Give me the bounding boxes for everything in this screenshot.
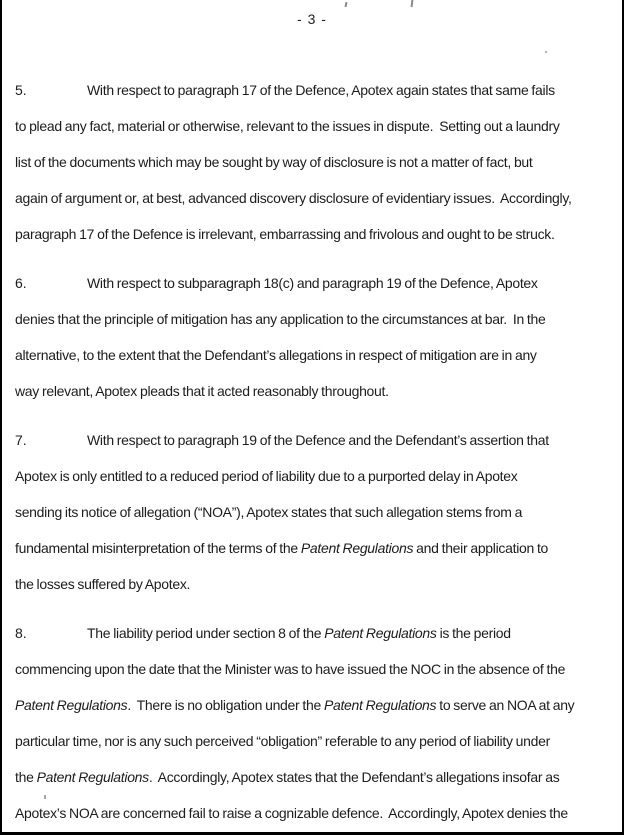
scan-artifact [44, 795, 46, 799]
body-text: . Accordingly, Apotex states that the Defendant’s allegations insofar as [148, 769, 560, 785]
body-text: alternative, to the extent that the Defendant’s allegations in respect of mitigation are in any [15, 347, 537, 363]
paragraph-number: 7. [15, 432, 27, 448]
paragraph-line [15, 216, 612, 252]
paragraph-line [15, 759, 612, 795]
paragraph-line [15, 530, 612, 566]
body-text: particular time, nor is any such perceived “obligation” referable to any period of liability under [15, 733, 550, 749]
body-text: to serve an NOA at any [436, 697, 575, 713]
body-text: list of the documents which may be sought by way of disclosure is not a matter of fact, but [15, 154, 533, 170]
paragraph-number: 8. [15, 625, 27, 641]
italic-citation: Patent Regulations [36, 769, 149, 785]
paragraph-line [15, 795, 612, 831]
italic-citation: Patent Regulations [15, 697, 128, 713]
body-text: the [15, 769, 37, 785]
italic-citation: Patent Regulations [324, 625, 437, 641]
paragraph-line [15, 265, 612, 301]
paragraph-line [15, 651, 612, 687]
paragraph-line [15, 108, 612, 144]
body-text: Apotex is only entitled to a reduced period of liability due to a purported delay in Apotex [15, 468, 518, 484]
body-text: fundamental misinterpretation of the terms of the [15, 540, 301, 556]
body-text: With respect to subparagraph 18(c) and paragraph 19 of the Defence, Apotex [87, 275, 538, 291]
italic-citation: Patent Regulations [323, 697, 437, 713]
paragraph-line [15, 72, 612, 108]
body-text: and their application to [413, 540, 549, 556]
body-text: way relevant, Apotex pleads that it acted reasonably throughout. [15, 383, 389, 399]
body-text: . There is no obligation under the [127, 697, 324, 713]
paragraph-line [15, 301, 612, 337]
scan-artifact [545, 51, 547, 53]
body-text: paragraph 17 of the Defence is irrelevant, embarrassing and frivolous and ought to be struck. [15, 226, 555, 242]
body-text: With respect to paragraph 19 of the Defence and the Defendant’s assertion that [87, 432, 549, 448]
paragraph-number: 6. [15, 275, 27, 291]
paragraph-line [15, 144, 612, 180]
italic-citation: Patent Regulations [300, 540, 414, 556]
paragraph-line [15, 494, 612, 530]
paragraph-line [15, 373, 612, 409]
paragraph-line [15, 687, 612, 723]
paragraph-6 [15, 265, 612, 409]
body-text: denies that the principle of mitigation has any application to the circumstances at bar. In the [15, 311, 546, 327]
paragraph-8 [15, 615, 612, 831]
paragraph-number: 5. [15, 82, 27, 98]
body-text: the losses suffered by Apotex. [15, 576, 191, 592]
body-text: With respect to paragraph 17 of the Defence, Apotex again states that same fails [87, 82, 555, 98]
page-number: - 3 - [297, 11, 327, 27]
body-text: commencing upon the date that the Minister was to have issued the NOC in the absence of the [15, 661, 566, 677]
paragraph-line [15, 723, 612, 759]
body-text: is the period [436, 625, 511, 641]
paragraph-5 [15, 72, 612, 252]
paragraph-line [15, 422, 612, 458]
body-text: again of argument or, at best, advanced discovery disclosure of evidentiary issues. Accordingly, [15, 190, 572, 206]
paragraph-line [15, 615, 612, 651]
document-body [2, 72, 622, 831]
paragraph-line [15, 458, 612, 494]
body-text: sending its notice of allegation (“NOA”), Apotex states that such allegation stems from a [15, 504, 523, 520]
paragraph-7 [15, 422, 612, 602]
paragraph-line [15, 180, 612, 216]
paragraph-line [15, 337, 612, 373]
paragraph-line [15, 566, 612, 602]
body-text: The liability period under section 8 of the [87, 625, 325, 641]
body-text: Apotex’s NOA are concerned fail to raise a cognizable defence. Accordingly, Apotex denies the [15, 805, 568, 821]
body-text: to plead any fact, material or otherwise, relevant to the issues in dispute. Setting out a laundry [15, 118, 560, 134]
